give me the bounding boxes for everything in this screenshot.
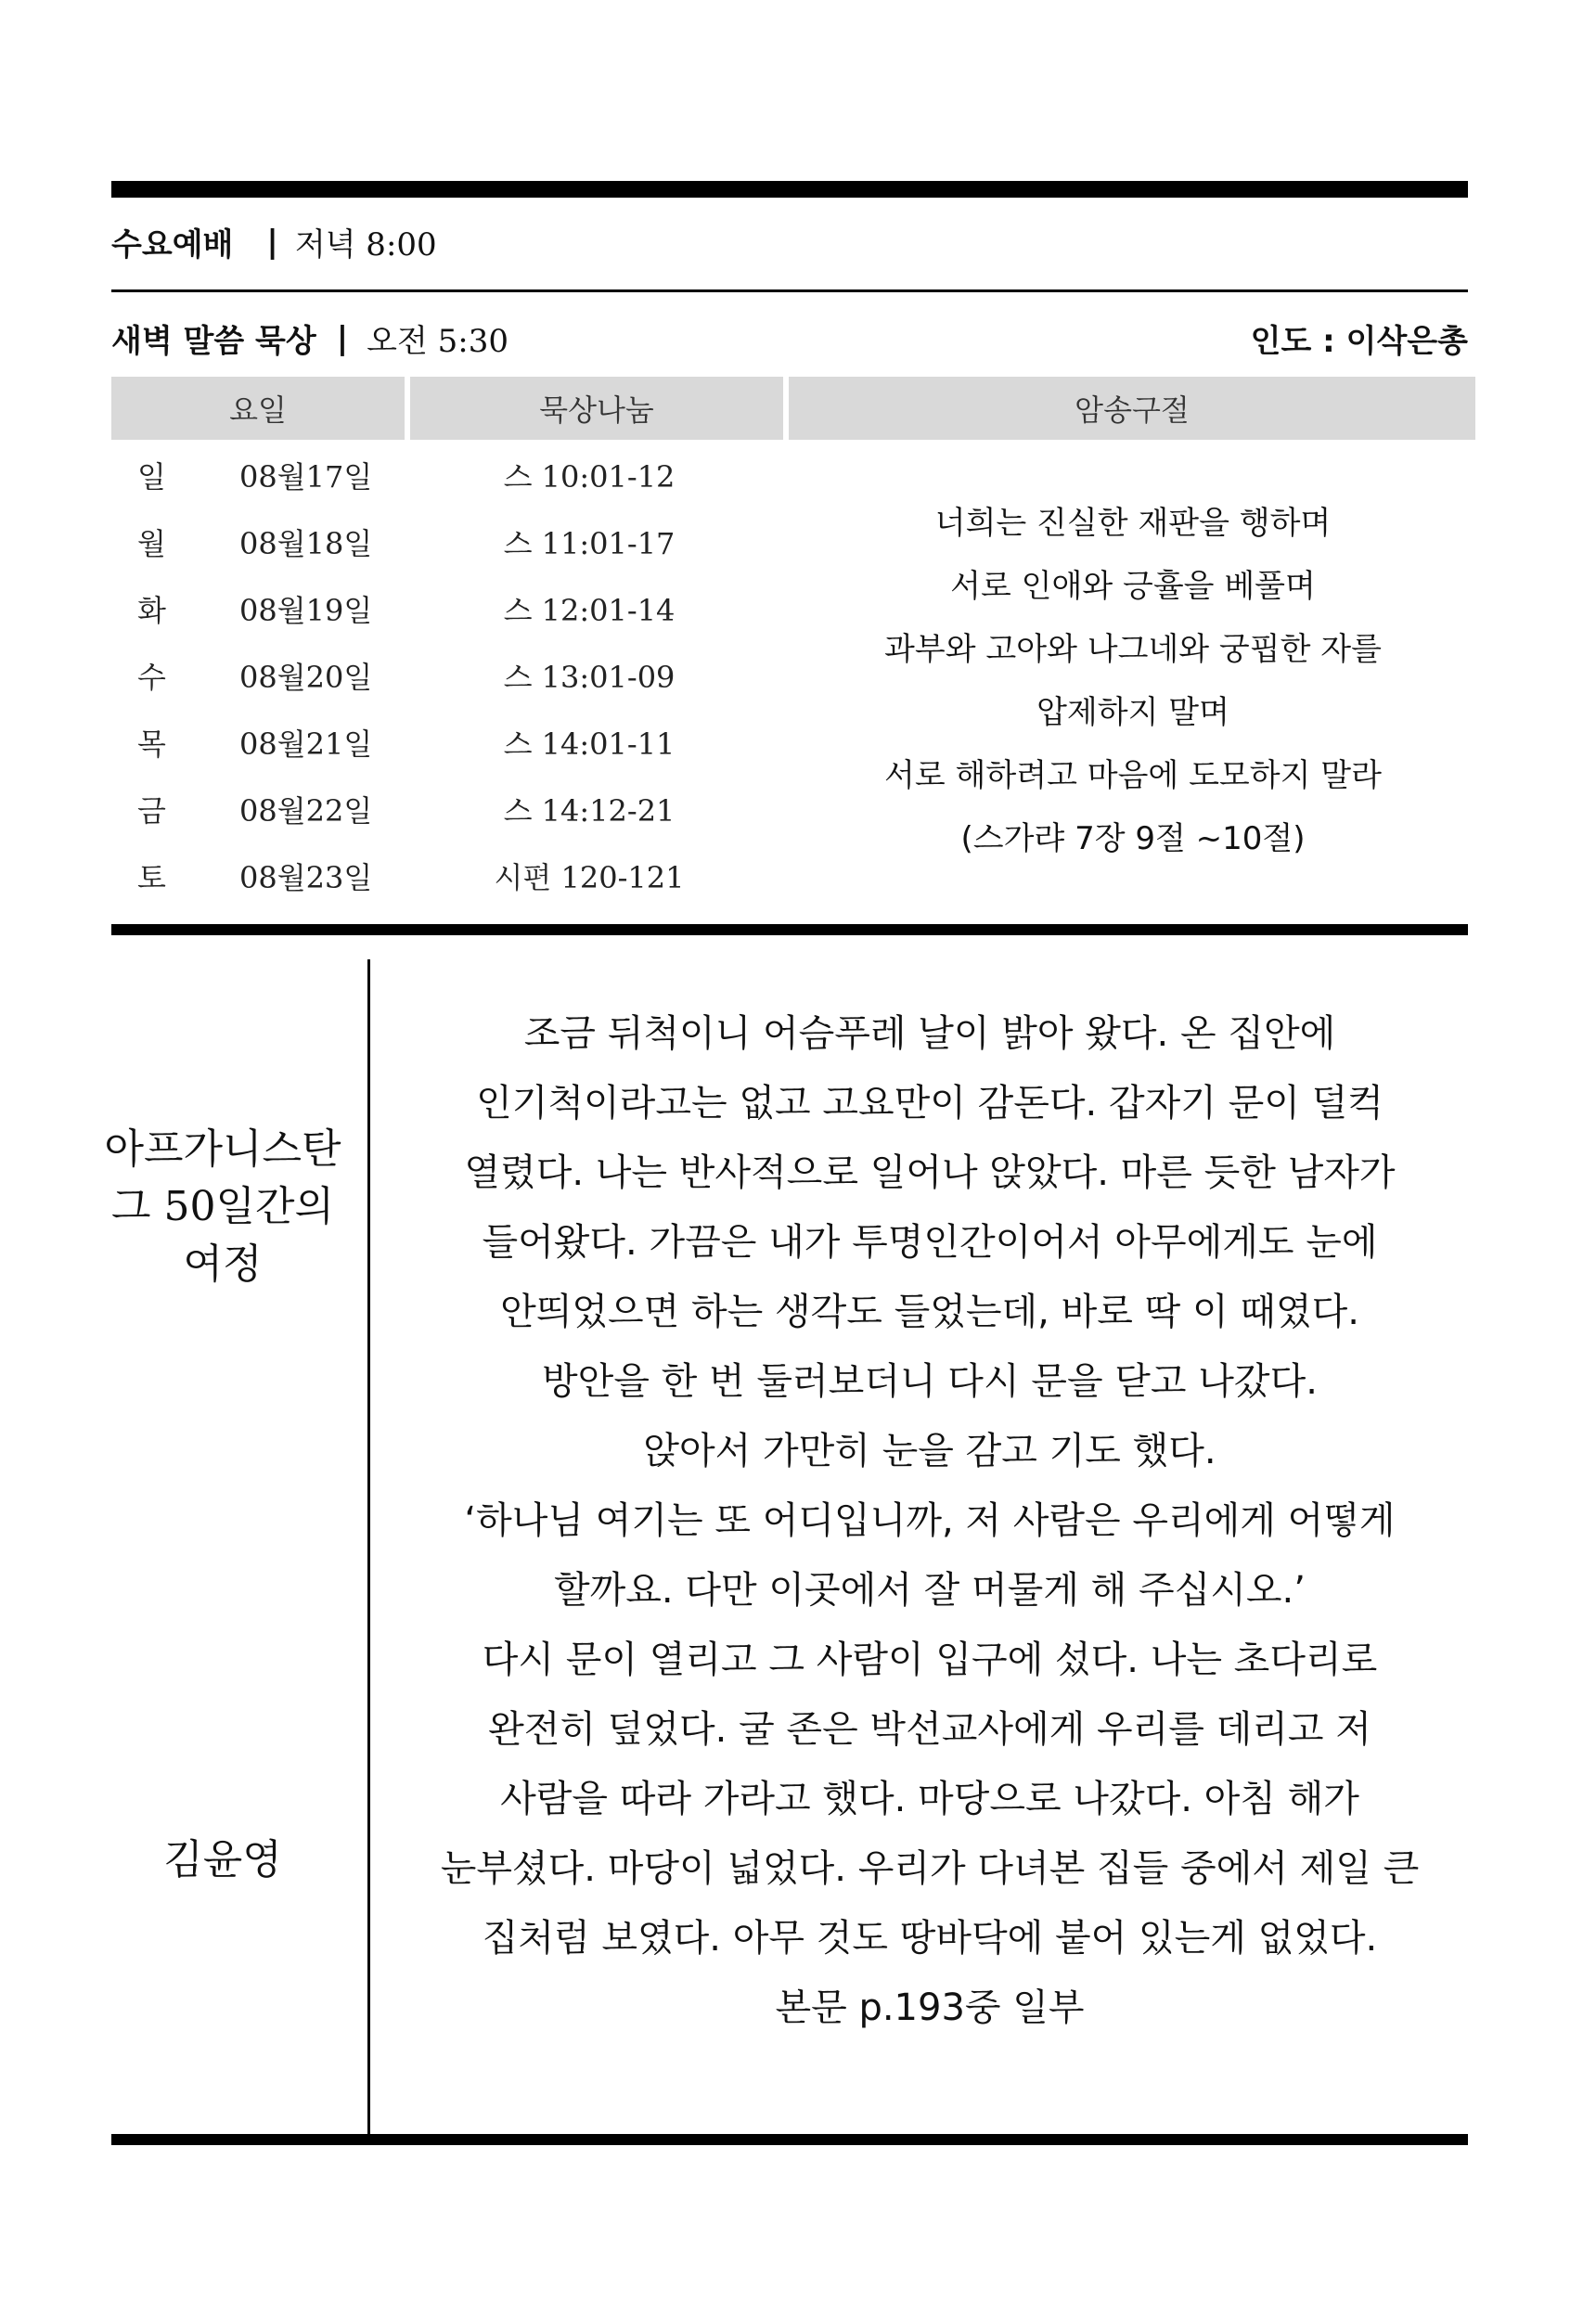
dawn-meditation-line: [111, 315, 1468, 361]
day-cell: 수: [137, 660, 166, 695]
memory-verse: [789, 492, 1477, 870]
table-row: [111, 510, 724, 577]
scripture-cell: 스 13:01-09: [503, 660, 676, 695]
header-meditation: 묵상나눔: [410, 377, 783, 440]
bottom-divider: [111, 2134, 1468, 2145]
section-divider: [111, 924, 1468, 935]
table-row: [111, 844, 724, 911]
day-cell: 월: [137, 526, 166, 561]
body-line: 들어왔다. 가끔은 내가 투명인간이어서 아무에게도 눈에: [482, 1221, 1378, 1264]
schedule-table-header: [111, 377, 1475, 440]
header-memory-verse: 암송구절: [789, 377, 1475, 440]
column-divider: [367, 959, 370, 2138]
date-cell: 08월21일: [239, 726, 373, 762]
body-line: 열렸다. 나는 반사적으로 일어나 앉았다. 마른 듯한 남자가: [464, 1151, 1396, 1194]
article-title-line: 여정: [183, 1240, 263, 1288]
scripture-cell: 스 10:01-12: [503, 459, 676, 495]
memory-verse-line: 너희는 진실한 재판을 행하며: [934, 505, 1332, 542]
memory-verse-line: 서로 해하려고 마음에 도모하지 말라: [884, 757, 1382, 794]
day-cell: 금: [137, 793, 166, 829]
wednesday-service-time: 저녁 8:00: [294, 226, 437, 264]
separator: |: [266, 223, 278, 261]
day-cell: 목: [137, 726, 166, 762]
body-line: 조금 뒤척이니 어슴푸레 날이 밝아 왔다. 온 집안에: [523, 1012, 1336, 1055]
body-line: 사람을 따라 가라고 했다. 마당으로 나갔다. 아침 해가: [500, 1778, 1359, 1820]
table-row: [111, 577, 724, 644]
date-cell: 08월18일: [239, 526, 373, 561]
body-line: 인기척이라고는 없고 고요만이 감돈다. 갑자기 문이 덜컥: [476, 1082, 1384, 1125]
wednesday-service-title: 수요예배: [111, 226, 234, 264]
wednesday-service-line: [111, 219, 1468, 264]
table-row: [111, 443, 724, 510]
body-line: 할까요. 다만 이곳에서 잘 머물게 해 주십시오.’: [554, 1569, 1306, 1612]
day-cell: 화: [137, 593, 166, 628]
scripture-cell: 스 14:01-11: [503, 726, 676, 762]
table-row: [111, 711, 724, 778]
memory-verse-line: 서로 인애와 긍휼을 베풀며: [950, 568, 1316, 605]
leader-label: 인도 : 이삭은총: [1250, 323, 1468, 360]
body-line: 안띄었으면 하는 생각도 들었는데, 바로 딱 이 때였다.: [500, 1291, 1359, 1333]
memory-verse-line: 과부와 고아와 나그네와 궁핍한 자를: [884, 631, 1382, 668]
body-line: 눈부셨다. 마당이 넓었다. 우리가 다녀본 집들 중에서 제일 큰: [440, 1847, 1420, 1890]
source-note: 본문 p.193중 일부: [775, 1986, 1085, 2029]
body-line: 다시 문이 열리고 그 사람이 입구에 섰다. 나는 초다리로: [482, 1639, 1378, 1681]
date-cell: 08월23일: [239, 860, 373, 895]
table-row: [111, 778, 724, 844]
scripture-cell: 스 12:01-14: [503, 593, 676, 628]
dawn-meditation-time: 오전 5:30: [367, 323, 509, 360]
scripture-cell: 시편 120-121: [494, 860, 685, 895]
body-line: 방안을 한 번 둘러보더니 다시 문을 닫고 나갔다.: [542, 1360, 1318, 1403]
date-cell: 08월19일: [239, 593, 373, 628]
article-title-line: 아프가니스탄: [104, 1125, 341, 1173]
memory-verse-reference: (스가랴 7장 9절 ~10절): [960, 820, 1306, 857]
article-author: 김윤영: [163, 1836, 282, 1883]
day-cell: 일: [137, 459, 166, 495]
body-line: 집처럼 보였다. 아무 것도 땅바닥에 붙어 있는게 없었다.: [482, 1917, 1378, 1960]
scripture-cell: 스 14:12-21: [503, 793, 676, 829]
memory-verse-line: 압제하지 말며: [1036, 694, 1229, 731]
scripture-cell: 스 11:01-17: [503, 526, 676, 561]
article-body: [382, 999, 1477, 2043]
date-cell: 08월22일: [239, 793, 373, 829]
separator: |: [336, 319, 349, 357]
article-title: [84, 1121, 362, 1293]
article-title-line: 그 50일간의: [111, 1183, 334, 1230]
body-line: 완전히 덮었다. 굴 존은 박선교사에게 우리를 데리고 저: [488, 1708, 1371, 1751]
dawn-meditation-title: 새벽 말씀 묵상: [111, 323, 316, 360]
date-cell: 08월20일: [239, 660, 373, 695]
top-divider: [111, 181, 1468, 198]
thin-divider: [111, 289, 1468, 292]
day-cell: 토: [137, 860, 166, 895]
date-cell: 08월17일: [239, 459, 373, 495]
body-line: 앉아서 가만히 눈을 감고 기도 했다.: [643, 1430, 1216, 1472]
table-row: [111, 644, 724, 711]
header-day: 요일: [111, 377, 405, 440]
body-line: ‘하나님 여기는 또 어디입니까, 저 사람은 우리에게 어떻게: [464, 1499, 1396, 1542]
